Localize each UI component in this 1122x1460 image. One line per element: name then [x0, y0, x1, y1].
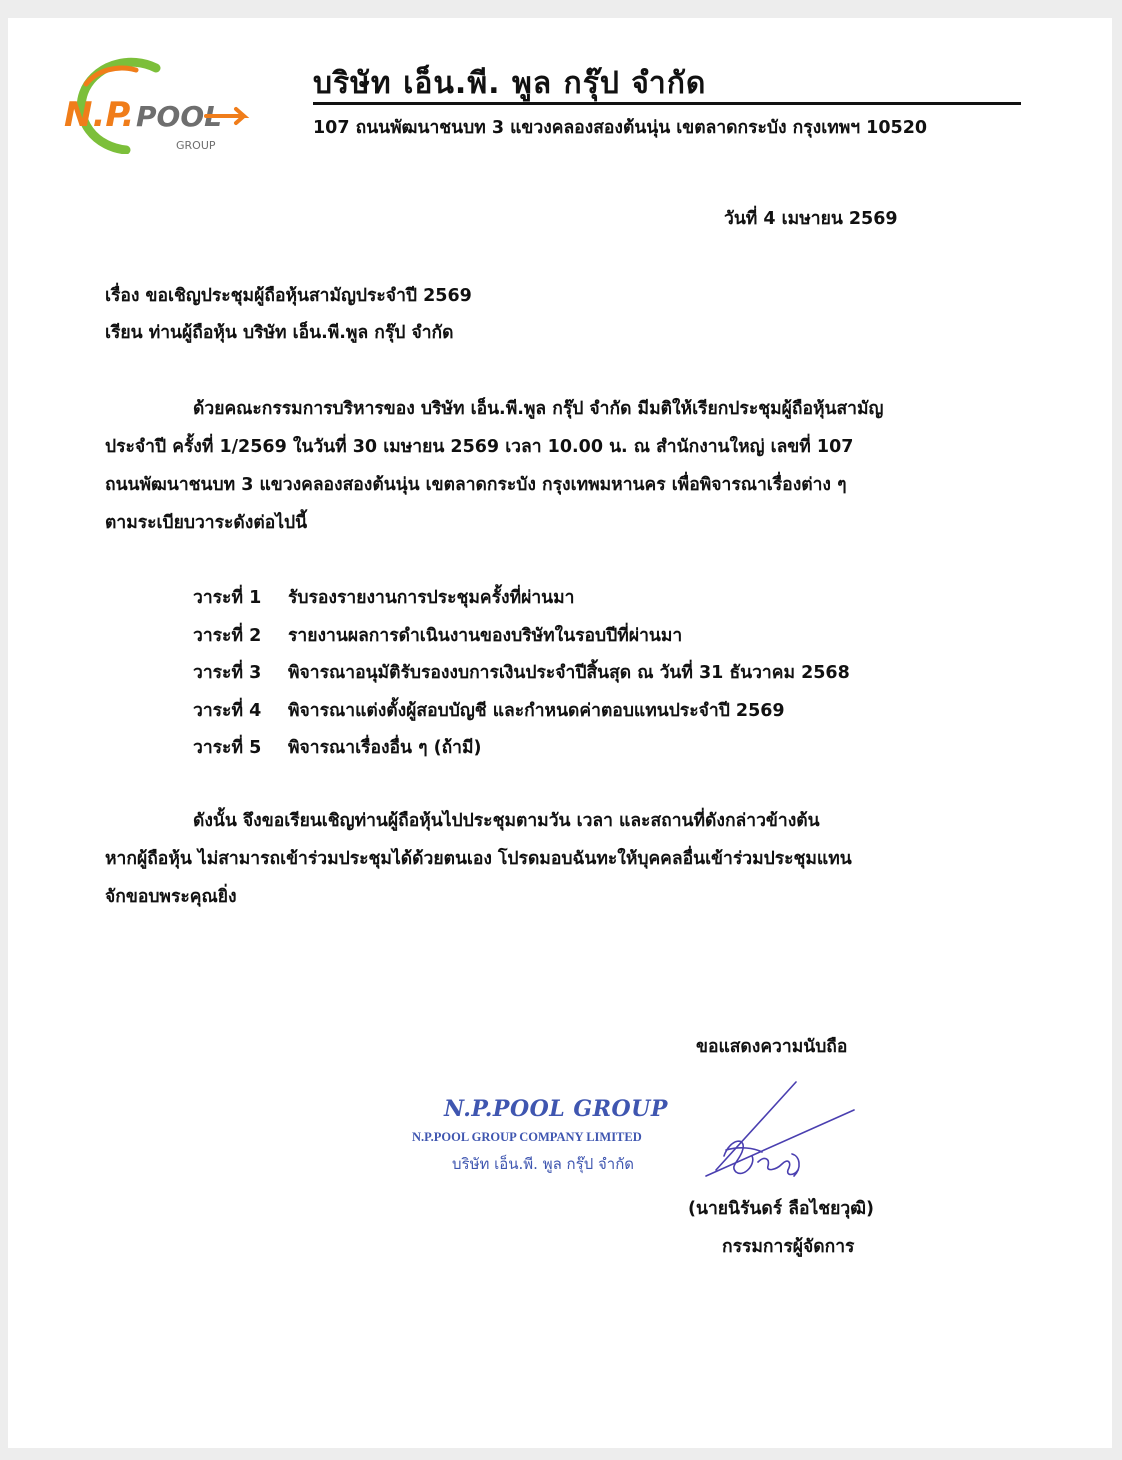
paragraph-line: ถนนพัฒนาชนบท 3 แขวงคลองสองต้นนุ่น เขตลาดกระบัง กรุงเทพมหานคร เพื่อพิจารณาเรื่องต่าง ๆ [105, 475, 847, 495]
letter-page [8, 18, 1112, 1448]
company-address: 107 ถนนพัฒนาชนบท 3 แขวงคลองสองต้นนุ่น เขตลาดกระบัง กรุงเทพฯ 10520 [313, 118, 928, 138]
paragraph-line: ดังนั้น จึงขอเรียนเชิญท่านผู้ถือหุ้นไปประชุมตามวัน เวลา และสถานที่ดังกล่าวข้างต้น [193, 811, 820, 831]
agenda-item [193, 580, 850, 618]
stamp-company-en: N.P.POOL GROUP COMPANY LIMITED [412, 1130, 642, 1144]
svg-text:POOL: POOL [136, 100, 222, 133]
stamp-group-name: N.P.POOL GROUP [444, 1096, 668, 1122]
letter-recipient: เรียน ท่านผู้ถือหุ้น บริษัท เอ็น.พี.พูล กรุ๊ป จำกัด [105, 323, 454, 343]
agenda-item [193, 655, 850, 693]
company-stamp [412, 1096, 668, 1186]
agenda-number: วาระที่ 3 [193, 663, 262, 683]
letter-date: วันที่ 4 เมษายน 2569 [724, 209, 898, 229]
letter-subject: เรื่อง ขอเชิญประชุมผู้ถือหุ้นสามัญประจำปี 2569 [105, 286, 472, 306]
company-logo [56, 54, 256, 154]
company-name: บริษัท เอ็น.พี. พูล กรุ๊ป จำกัด [313, 66, 707, 101]
paragraph-line: ด้วยคณะกรรมการบริหารของ บริษัท เอ็น.พี.พูล กรุ๊ป จำกัด มีมติให้เรียกประชุมผู้ถือหุ้นสามัญ [193, 399, 884, 419]
handwritten-signature [696, 1080, 866, 1188]
stamp-company-th: บริษัท เอ็น.พี. พูล กรุ๊ป จำกัด [452, 1155, 635, 1173]
paragraph-line: ตามระเบียบวาระดังต่อไปนี้ [105, 513, 308, 533]
agenda-text: พิจารณาแต่งตั้งผู้สอบบัญชี และกำหนดค่าตอบแทนประจำปี 2569 [288, 700, 785, 721]
agenda-text: รายงานผลการดำเนินงานของบริษัทในรอบปีที่ผ่านมา [288, 625, 683, 646]
paragraph-line: ประจำปี ครั้งที่ 1/2569 ในวันที่ 30 เมษายน 2569 เวลา 10.00 น. ณ สำนักงานใหญ่ เลขที่ 107 [105, 437, 854, 457]
agenda-item [193, 693, 850, 731]
agenda-number: วาระที่ 5 [193, 738, 262, 758]
closing-phrase: ขอแสดงความนับถือ [696, 1037, 848, 1057]
agenda-text: รับรองรายงานการประชุมครั้งที่ผ่านมา [288, 588, 575, 608]
signer-title: กรรมการผู้จัดการ [722, 1237, 855, 1257]
agenda-number: วาระที่ 1 [193, 588, 262, 608]
svg-text:N.P.: N.P. [64, 95, 135, 135]
agenda-number: วาระที่ 4 [193, 700, 262, 721]
body-paragraph-2 [105, 802, 1005, 916]
header-divider [313, 102, 1021, 105]
svg-text:GROUP: GROUP [176, 139, 216, 152]
agenda-list [193, 580, 850, 768]
signer-name: (นายนิรันดร์ ลือไชยวุฒิ) [688, 1199, 875, 1219]
agenda-text: พิจารณาอนุมัติรับรองงบการเงินประจำปีสิ้นสุด ณ วันที่ 31 ธันวาคม 2568 [288, 663, 850, 683]
paragraph-line: จักขอบพระคุณยิ่ง [105, 887, 237, 907]
agenda-number: วาระที่ 2 [193, 625, 262, 646]
agenda-item [193, 618, 850, 656]
agenda-item [193, 730, 850, 768]
body-paragraph-1 [105, 390, 1005, 542]
agenda-text: พิจารณาเรื่องอื่น ๆ (ถ้ามี) [288, 738, 482, 758]
paragraph-line: หากผู้ถือหุ้น ไม่สามารถเข้าร่วมประชุมได้ด้วยตนเอง โปรดมอบฉันทะให้บุคคลอื่นเข้าร่วมประชุมแทน [105, 849, 852, 869]
